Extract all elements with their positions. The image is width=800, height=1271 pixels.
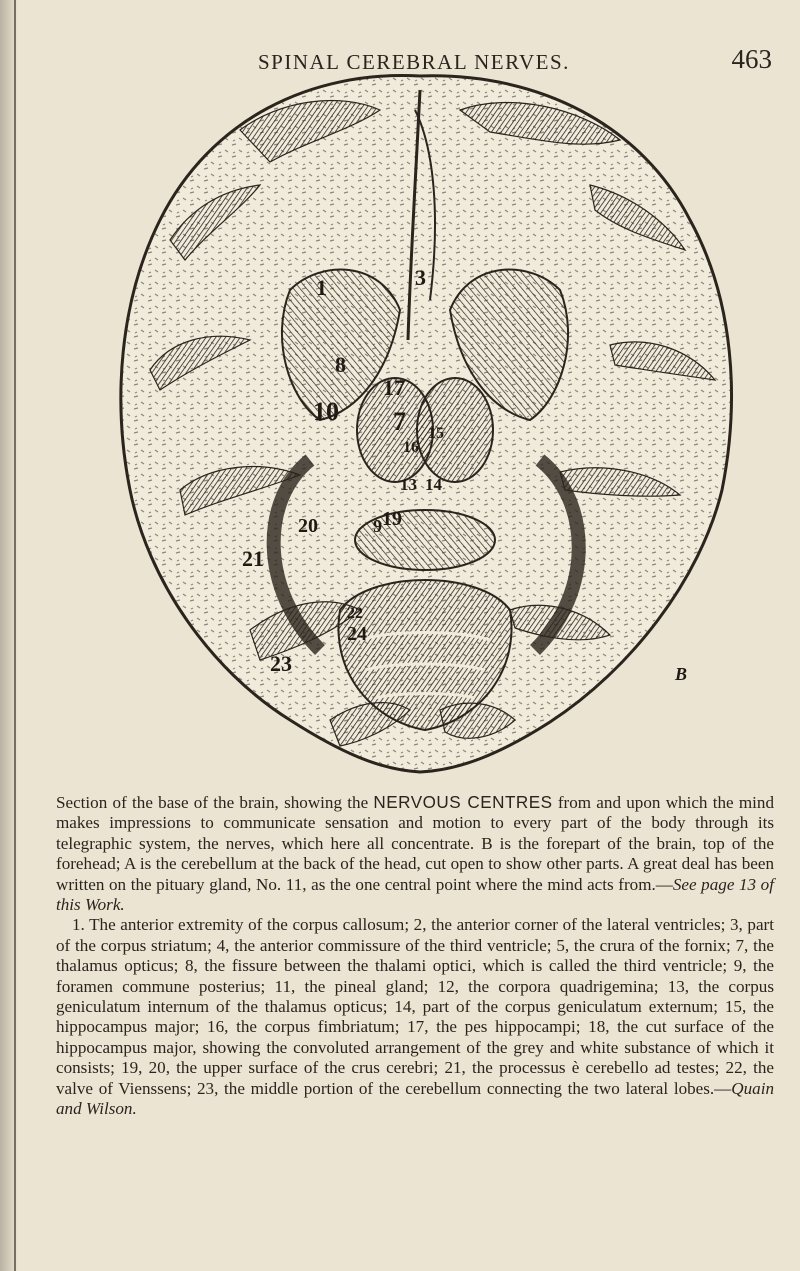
figure-label-13: 13 [400, 475, 417, 494]
figure-label-7: 7 [393, 407, 406, 436]
caption-credit: Quain and Wilson. [56, 1078, 774, 1119]
figure-caption [56, 793, 774, 1120]
figure-label-14: 14 [425, 475, 442, 494]
figure-label-20: 20 [298, 515, 318, 537]
caption-headline: NERVOUS CENTRES [373, 793, 553, 812]
figure-label-10: 10 [313, 397, 339, 426]
running-head: SPINAL CEREBRAL NERVES. [258, 50, 570, 74]
figure-label-16: 16 [403, 439, 419, 456]
figure-label-15: 15 [428, 425, 444, 442]
figure-label-17: 17 [383, 375, 405, 400]
figure-label-24: 24 [347, 623, 367, 645]
figure-label-3: 3 [415, 265, 426, 290]
figure-label-22: 22 [347, 605, 363, 622]
page-number: 463 [731, 44, 772, 74]
page-edge-line [14, 0, 16, 1271]
brain-base-illustration [90, 70, 760, 780]
figure-label-23: 23 [270, 651, 292, 676]
figure-label-21: 21 [242, 546, 264, 571]
caption-lead: Section of the base of the brain, showing the [56, 793, 369, 812]
figure-label-19: 19 [382, 508, 402, 530]
figure-label-1: 1 [316, 275, 327, 300]
figure-label-9: 9 [373, 516, 382, 536]
figure-label-b: B [675, 664, 688, 684]
caption-legend: 1. The anterior extremity of the corpus callosum; 2, the anterior corner of the lateral ventricles; 3, part of the corpus striatum; 4, the anterior commissure of the third ventricle; 5, the crura of the fornix; 7, the thalamus opticus; 8, the fissure between the thalami optici, which is called the third ventricle; 9, the foramen commune posterius; 11, the pineal gland; 12, the corpora quadrigemina; 13, the corpus geniculatum internum of the thalamus opticus; 14, part of the corpus geniculatum externum; 15, the hippocampus major; 16, the corpus fimbriatum; 17, the pes hippocampi; 18, the cut surface of the hippocampus major, showing the convoluted arrangement of the grey and white substance of which it consists; 19, 20, the upper surface of the crus cerebri; 21, the processus è cerebello ad testes; 22, the valve of Vienssens; 23, the middle portion of the cerebellum connecting the two lateral lobes.— [56, 915, 774, 1098]
caption-intro: from and upon which the mind makes impressions to communicate sensation and motion to every part of the body through its telegraphic system, the nerves, which here all concentrate. B is the forepart of the brain, top of the forehead; A is the cerebellum at the back of the head, cut open to show other parts. A great deal has been written on the pituary gland, No. 11, as the one central point where the mind acts from.— [56, 793, 774, 894]
caption-see-page: See page 13 of this Work. [56, 874, 774, 915]
figure-label-8: 8 [335, 352, 346, 377]
